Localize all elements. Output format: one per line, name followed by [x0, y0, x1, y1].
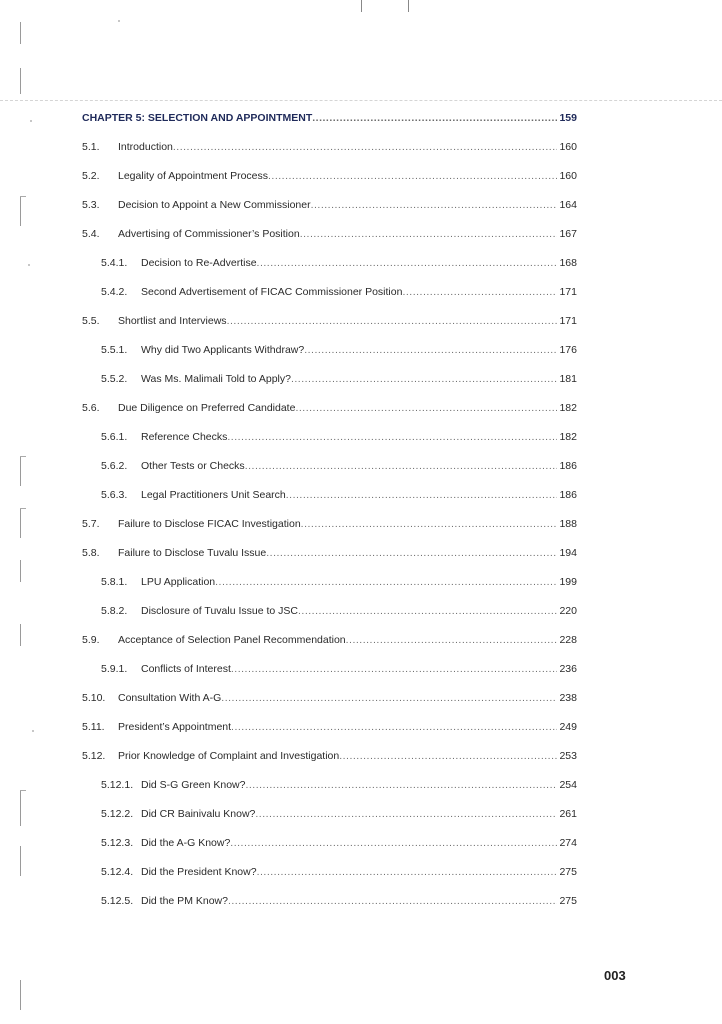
toc-entry-title: Acceptance of Selection Panel Recommendation: [118, 634, 346, 646]
dot-leader: [227, 431, 557, 443]
toc-entry-title: Shortlist and Interviews: [118, 315, 227, 327]
toc-entry-number: 5.6.3.: [101, 489, 128, 501]
dot-leader: [301, 518, 558, 530]
toc-entry-number: 5.12.1.: [101, 779, 134, 791]
toc-entry-number: 5.6.1.: [101, 431, 128, 443]
toc-entry-number: 5.4.1.: [101, 257, 128, 269]
toc-entry-title: Advertising of Commissioner’s Position: [118, 228, 300, 240]
margin-mark: [20, 456, 26, 457]
toc-entry-page: 220: [559, 605, 577, 617]
toc-entry-page: 176: [559, 344, 577, 356]
toc-entry-page: 228: [559, 634, 577, 646]
margin-mark: [20, 790, 21, 826]
dot-leader: [312, 112, 557, 124]
toc-entry[interactable]: [82, 228, 577, 246]
toc-entry-page: 186: [559, 489, 577, 501]
toc-entry-title: CHAPTER 5: SELECTION AND APPOINTMENT: [82, 112, 313, 124]
toc-entry-number: 5.9.1.: [101, 663, 128, 675]
toc-entry-page: 236: [559, 663, 577, 675]
scan-speck: [30, 120, 32, 122]
dot-leader: [268, 170, 557, 182]
scan-speck: [32, 730, 34, 732]
scan-artifact-line: [0, 100, 722, 102]
dot-leader: [266, 547, 557, 559]
scan-artifact: [408, 0, 409, 12]
toc-entry-page: 274: [559, 837, 577, 849]
toc-entry-number: 5.5.1.: [101, 344, 128, 356]
toc-entry-page: 249: [559, 721, 577, 733]
toc-subentry[interactable]: [82, 460, 577, 478]
toc-entry-number: 5.12.3.: [101, 837, 134, 849]
toc-entry-page: 199: [559, 576, 577, 588]
toc-entry-title: Did CR Bainivalu Know?: [141, 808, 256, 820]
margin-mark: [20, 560, 21, 582]
toc-entry-title: Was Ms. Malimali Told to Apply?: [141, 373, 291, 385]
margin-mark: [20, 196, 21, 226]
dot-leader: [227, 315, 558, 327]
dot-leader: [298, 605, 557, 617]
toc-entry-page: 194: [559, 547, 577, 559]
toc-entry-number: 5.6.2.: [101, 460, 128, 472]
toc-entry-page: 181: [559, 373, 577, 385]
toc-subentry[interactable]: [82, 373, 577, 391]
toc-entry-number: 5.5.: [82, 315, 100, 327]
toc-entry-title: Prior Knowledge of Complaint and Investigation: [118, 750, 340, 762]
toc-chapter-entry[interactable]: [82, 112, 577, 130]
toc-entry[interactable]: [82, 692, 577, 710]
toc-entry[interactable]: [82, 547, 577, 565]
toc-entry[interactable]: [82, 721, 577, 739]
dot-leader: [286, 489, 558, 501]
margin-mark: [20, 508, 21, 538]
toc-entry-title: Decision to Appoint a New Commissioner: [118, 199, 311, 211]
dot-leader: [257, 866, 558, 878]
toc-subentry[interactable]: [82, 895, 577, 913]
margin-mark: [20, 790, 26, 791]
toc-entry-number: 5.12.2.: [101, 808, 134, 820]
toc-entry-title: Legal Practitioners Unit Search: [141, 489, 286, 501]
toc-entry-page: 253: [559, 750, 577, 762]
toc-entry-page: 261: [559, 808, 577, 820]
toc-subentry[interactable]: [82, 344, 577, 362]
toc-entry-number: 5.8.2.: [101, 605, 128, 617]
dot-leader: [245, 460, 558, 472]
toc-entry-title: Failure to Disclose FICAC Investigation: [118, 518, 301, 530]
toc-entry-page: 171: [559, 315, 577, 327]
margin-mark: [20, 508, 26, 509]
dot-leader: [346, 634, 558, 646]
toc-entry-title: LPU Application: [141, 576, 216, 588]
margin-mark: [20, 624, 21, 646]
dot-leader: [230, 837, 557, 849]
scan-speck: [28, 264, 30, 266]
toc-entry[interactable]: [82, 402, 577, 420]
toc-entry-number: 5.7.: [82, 518, 100, 530]
scan-speck: [118, 20, 120, 22]
dot-leader: [231, 663, 558, 675]
dot-leader: [295, 402, 557, 414]
dot-leader: [245, 779, 557, 791]
toc-entry-number: 5.11.: [82, 721, 105, 733]
toc-entry-number: 5.8.1.: [101, 576, 128, 588]
toc-entry-page: 182: [559, 402, 577, 414]
toc-entry-title: Disclosure of Tuvalu Issue to JSC: [141, 605, 298, 617]
page-number: 003: [604, 968, 626, 983]
toc-entry-page: 188: [559, 518, 577, 530]
toc-entry[interactable]: [82, 518, 577, 536]
toc-entry-page: 160: [559, 141, 577, 153]
dot-leader: [339, 750, 557, 762]
toc-subentry[interactable]: [82, 257, 577, 275]
toc-entry-number: 5.5.2.: [101, 373, 128, 385]
toc-entry-title: Second Advertisement of FICAC Commissioner Position: [141, 286, 403, 298]
toc-entry-number: 5.12.: [82, 750, 106, 762]
toc-entry[interactable]: [82, 141, 577, 159]
toc-subentry[interactable]: [82, 779, 577, 797]
toc-entry-number: 5.10.: [82, 692, 106, 704]
toc-entry-number: 5.1.: [82, 141, 100, 153]
toc-subentry[interactable]: [82, 576, 577, 594]
dot-leader: [255, 808, 557, 820]
toc-entry-title: Legality of Appointment Process: [118, 170, 269, 182]
toc-subentry[interactable]: [82, 431, 577, 449]
toc-entry-page: 167: [559, 228, 577, 240]
toc-entry-title: Did the PM Know?: [141, 895, 228, 907]
toc-entry-title: Introduction: [118, 141, 173, 153]
toc-entry-number: 5.2.: [82, 170, 100, 182]
toc-subentry[interactable]: [82, 605, 577, 623]
dot-leader: [231, 721, 557, 733]
toc-entry-title: President’s Appointment: [118, 721, 232, 733]
toc-entry-number: 5.8.: [82, 547, 100, 559]
toc-entry-number: 5.4.: [82, 228, 100, 240]
toc-entry-title: Consultation With A-G: [118, 692, 222, 704]
toc-entry-title: Did the A-G Know?: [141, 837, 231, 849]
toc-entry-number: 5.4.2.: [101, 286, 128, 298]
dot-leader: [311, 199, 558, 211]
toc-entry-page: 275: [559, 895, 577, 907]
toc-entry-title: Decision to Re-Advertise: [141, 257, 257, 269]
toc-entry-page: 275: [559, 866, 577, 878]
toc-entry-page: 254: [559, 779, 577, 791]
toc-entry-title: Other Tests or Checks: [141, 460, 245, 472]
toc-entry-page: 168: [559, 257, 577, 269]
toc-subentry[interactable]: [82, 663, 577, 681]
toc-entry-page: 238: [559, 692, 577, 704]
toc-entry-page: 160: [559, 170, 577, 182]
toc-entry-number: 5.9.: [82, 634, 100, 646]
margin-mark: [20, 22, 21, 44]
toc-entry-page: 171: [559, 286, 577, 298]
toc-entry[interactable]: [82, 634, 577, 652]
dot-leader: [221, 692, 557, 704]
toc-entry[interactable]: [82, 750, 577, 768]
toc-entry-title: Did S-G Green Know?: [141, 779, 246, 791]
toc-entry-page: 164: [559, 199, 577, 211]
toc-entry-title: Failure to Disclose Tuvalu Issue: [118, 547, 267, 559]
dot-leader: [304, 344, 557, 356]
dot-leader: [300, 228, 558, 240]
toc-subentry[interactable]: [82, 866, 577, 884]
toc-entry[interactable]: [82, 315, 577, 333]
dot-leader: [228, 895, 558, 907]
toc-entry-page: 182: [559, 431, 577, 443]
toc-subentry[interactable]: [82, 489, 577, 507]
toc-entry-number: 5.6.: [82, 402, 100, 414]
dot-leader: [291, 373, 558, 385]
toc-entry-page: 159: [559, 112, 577, 124]
margin-mark: [20, 68, 21, 94]
toc-entry-number: 5.12.4.: [101, 866, 134, 878]
margin-mark: [20, 846, 21, 876]
toc-subentry[interactable]: [82, 808, 577, 826]
toc-entry[interactable]: [82, 199, 577, 217]
toc-entry-title: Reference Checks: [141, 431, 228, 443]
toc-entry[interactable]: [82, 170, 577, 188]
margin-mark: [20, 980, 21, 1010]
toc-entry-title: Did the President Know?: [141, 866, 257, 878]
dot-leader: [215, 576, 557, 588]
dot-leader: [173, 141, 558, 153]
toc-entry-number: 5.12.5.: [101, 895, 134, 907]
dot-leader: [257, 257, 558, 269]
toc-entry-title: Conflicts of Interest: [141, 663, 231, 675]
toc-subentry[interactable]: [82, 837, 577, 855]
margin-mark: [20, 196, 26, 197]
toc-entry-page: 186: [559, 460, 577, 472]
toc-entry-title: Why did Two Applicants Withdraw?: [141, 344, 305, 356]
scan-artifact: [361, 0, 362, 12]
dot-leader: [402, 286, 557, 298]
toc-entry-title: Due Diligence on Preferred Candidate: [118, 402, 296, 414]
toc-subentry[interactable]: [82, 286, 577, 304]
toc-entry-number: 5.3.: [82, 199, 100, 211]
margin-mark: [20, 456, 21, 486]
